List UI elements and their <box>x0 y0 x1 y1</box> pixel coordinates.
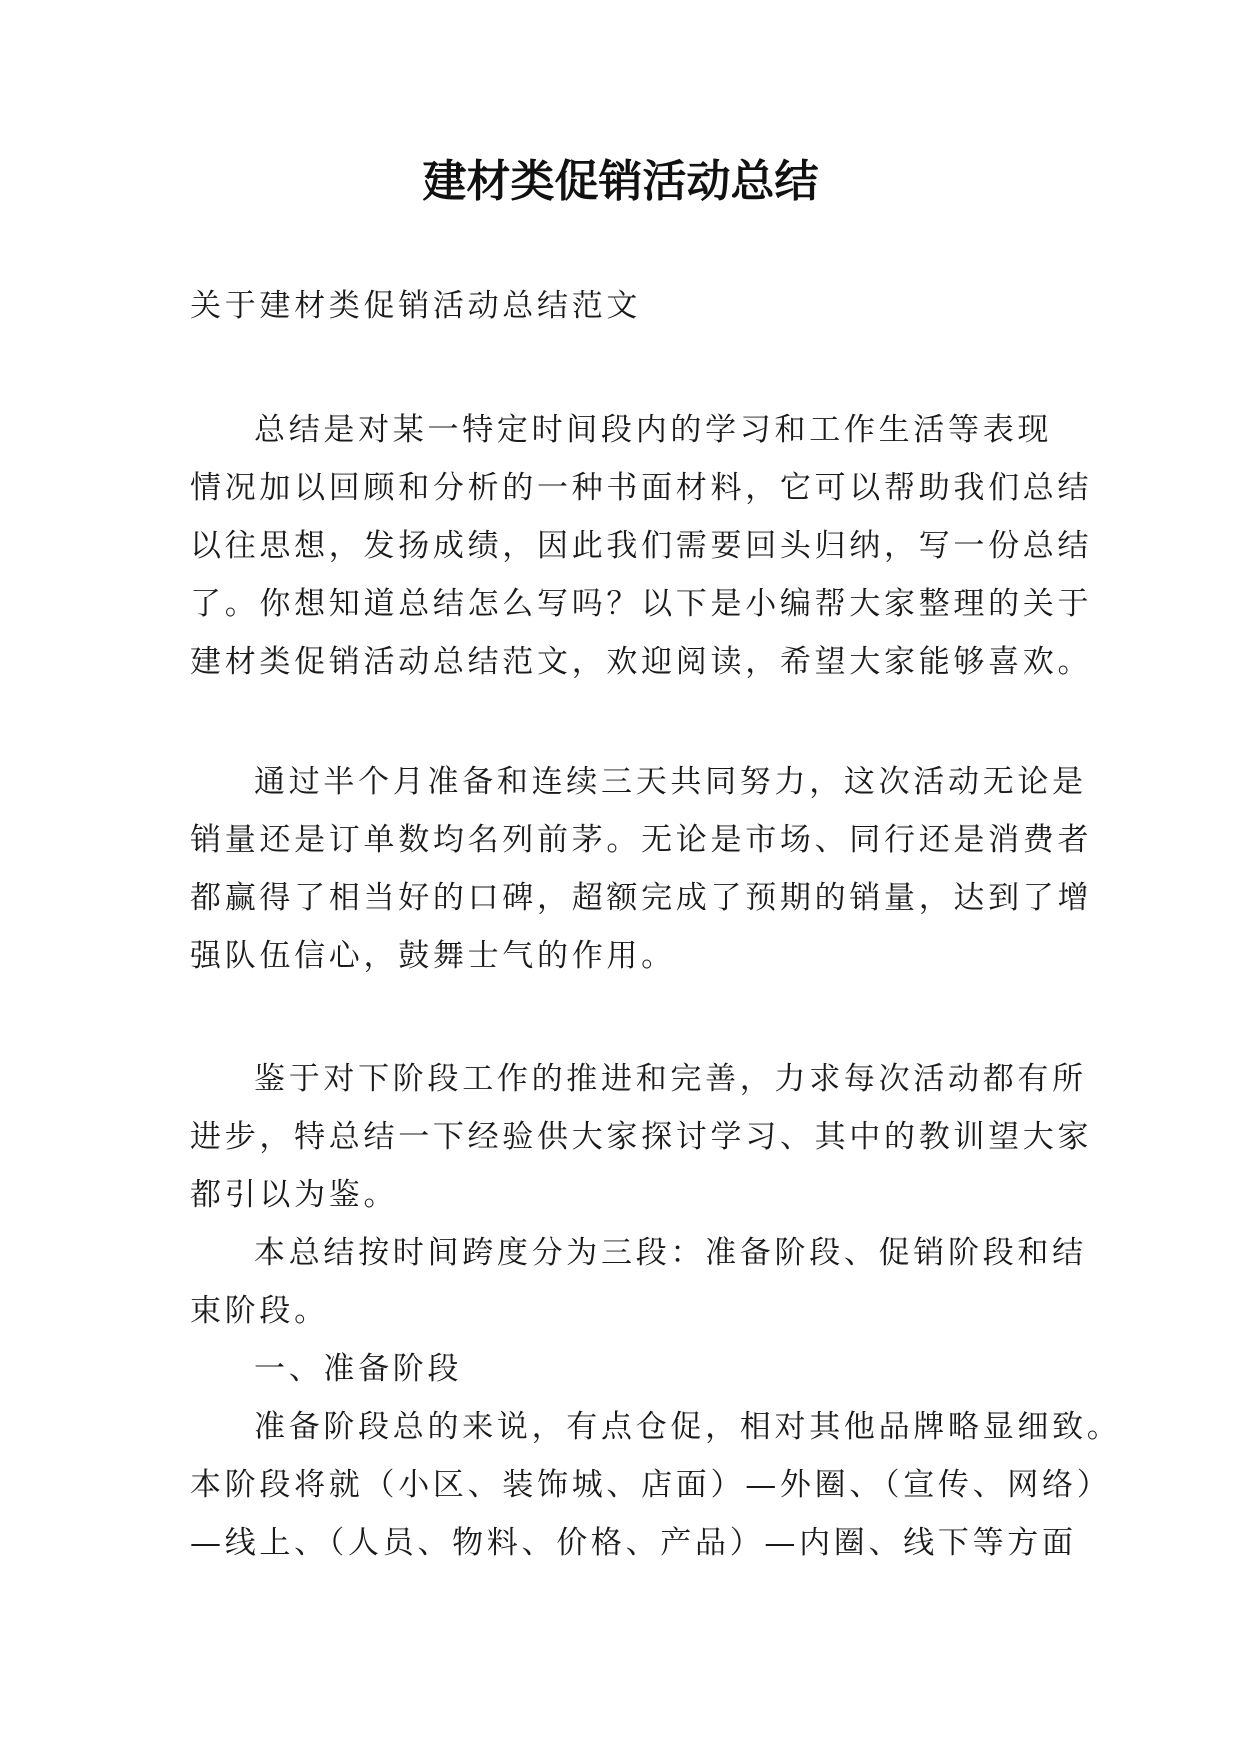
paragraph-line: 准备阶段总的来说，有点仓促，相对其他品牌略显细致。 <box>254 1409 1122 1445</box>
paragraph-line: 都引以为鉴。 <box>190 1177 399 1213</box>
paragraph-line: 本阶段将就（小区、装饰城、店面）—外圈、（宣传、网络） <box>190 1467 1112 1503</box>
paragraph-line: 进步，特总结一下经验供大家探讨学习、其中的教训望大家 <box>190 1119 1093 1155</box>
paragraph-line: 通过半个月准备和连续三天共同努力，这次活动无论是 <box>254 764 1087 800</box>
paragraph-line: 束阶段。 <box>190 1293 329 1329</box>
paragraph-line: 情况加以回顾和分析的一种书面材料，它可以帮助我们总结 <box>190 470 1093 506</box>
document-title: 建材类促销活动总结 <box>422 156 819 207</box>
paragraph-line: 销量还是订单数均名列前茅。无论是市场、同行还是消费者 <box>190 822 1093 858</box>
paragraph-line: 了。你想知道总结怎么写吗？以下是小编帮大家整理的关于 <box>190 586 1093 622</box>
paragraph-line: 本总结按时间跨度分为三段：准备阶段、促销阶段和结 <box>254 1235 1087 1271</box>
section-heading: 一、准备阶段 <box>254 1351 463 1387</box>
paragraph-line: —线上、（人员、物料、价格、产品）—内圈、线下等方面 <box>190 1525 1077 1561</box>
paragraph-line: 鉴于对下阶段工作的推进和完善，力求每次活动都有所 <box>254 1061 1087 1097</box>
paragraph-line: 强队伍信心，鼓舞士气的作用。 <box>190 938 676 974</box>
paragraph-line: 以往思想，发扬成绩，因此我们需要回头归纳，写一份总结 <box>190 528 1093 564</box>
paragraph-line: 都赢得了相当好的口碑，超额完成了预期的销量，达到了增 <box>190 880 1093 916</box>
paragraph-line: 建材类促销活动总结范文，欢迎阅读，希望大家能够喜欢。 <box>190 644 1093 680</box>
paragraph-line: 总结是对某一特定时间段内的学习和工作生活等表现 <box>254 412 1053 448</box>
document-subtitle: 关于建材类促销活动总结范文 <box>190 288 642 324</box>
